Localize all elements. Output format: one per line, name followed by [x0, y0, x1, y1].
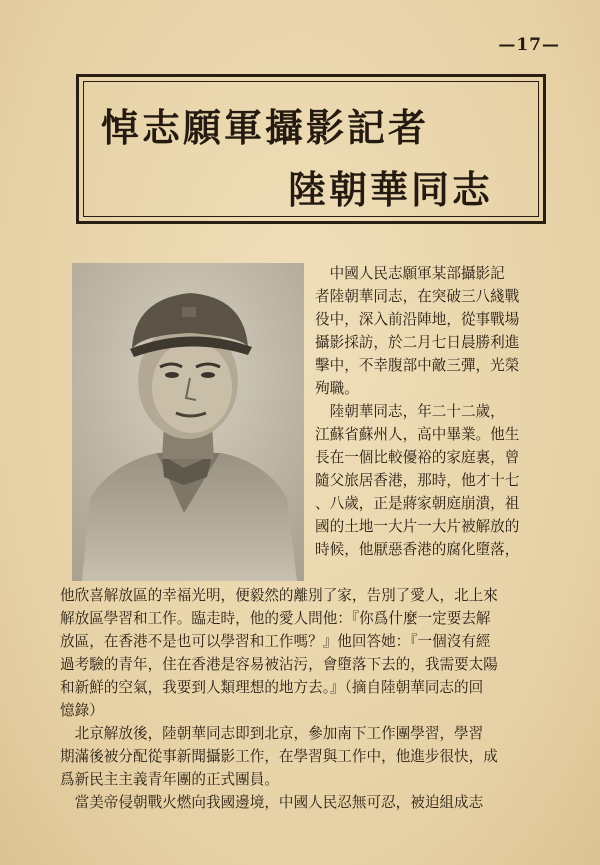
text-line: 陸朝華同志，年二十二歲，: [315, 403, 505, 420]
text-line: 憶錄）: [60, 702, 104, 719]
text-line: 爲新民主主義青年團的正式團員。: [60, 771, 279, 788]
text-line: 、八歲，正是蔣家朝庭崩潰，祖: [315, 495, 520, 512]
text-line: 中國人民志願軍某部攝影記: [315, 265, 505, 282]
side-column-text: [315, 262, 565, 561]
text-line: 江蘇省蘇州人，高中畢業。他生: [315, 426, 520, 443]
text-line: 和新鮮的空氣，我要到人類理想的地方去。』（摘自陸朝華同志的回: [60, 679, 484, 696]
title-box: [76, 74, 546, 224]
text-line: 時候，他厭惡香港的腐化墮落，: [315, 541, 520, 558]
text-line: 者陸朝華同志，在突破三八綫戰: [315, 288, 520, 305]
text-line: 解放區學習和工作。臨走時，他的愛人問他：『你爲什麼一定要去解: [60, 610, 491, 627]
text-line: 放區，在香港不是也可以學習和工作嗎？』他回答她：『一個沒有經: [60, 633, 491, 650]
page-number: —17—: [498, 35, 560, 55]
full-width-text: [60, 584, 560, 814]
text-line: 攝影採訪，於二月七日晨勝利進: [315, 334, 520, 351]
portrait-photo: [72, 263, 304, 581]
text-line: 役中，深入前沿陣地，從事戰場: [315, 311, 520, 328]
text-line: 隨父旅居香港，那時，他才十七: [315, 472, 520, 489]
text-line: 過考驗的青年，住在香港是容易被沾污，會墮落下去的，我需要太陽: [60, 656, 498, 673]
text-line: 國的土地一大片一大片被解放的: [315, 518, 520, 535]
text-line: 他欣喜解放區的幸福光明，便毅然的離別了家，告別了愛人，北上來: [60, 587, 498, 604]
portrait-illustration: [72, 263, 304, 581]
title-line-1: 悼志願軍攝影記者: [101, 106, 430, 150]
text-line: 當美帝侵朝戰火燃向我國邊境，中國人民忍無可忍，被迫組成志: [60, 794, 484, 811]
text-line: 擊中，不幸腹部中敵三彈，光榮: [315, 357, 520, 374]
text-line: 長在一個比較優裕的家庭裏，曾: [315, 449, 520, 466]
text-line: 北京解放後，陸朝華同志即到北京，參加南下工作團學習，學習: [60, 725, 484, 742]
title-line-2: 陸朝華同志: [287, 168, 493, 212]
text-line: 期滿後被分配從事新聞攝影工作，在學習與工作中，他進步很快，成: [60, 748, 498, 765]
text-line: 殉職。: [315, 380, 359, 397]
